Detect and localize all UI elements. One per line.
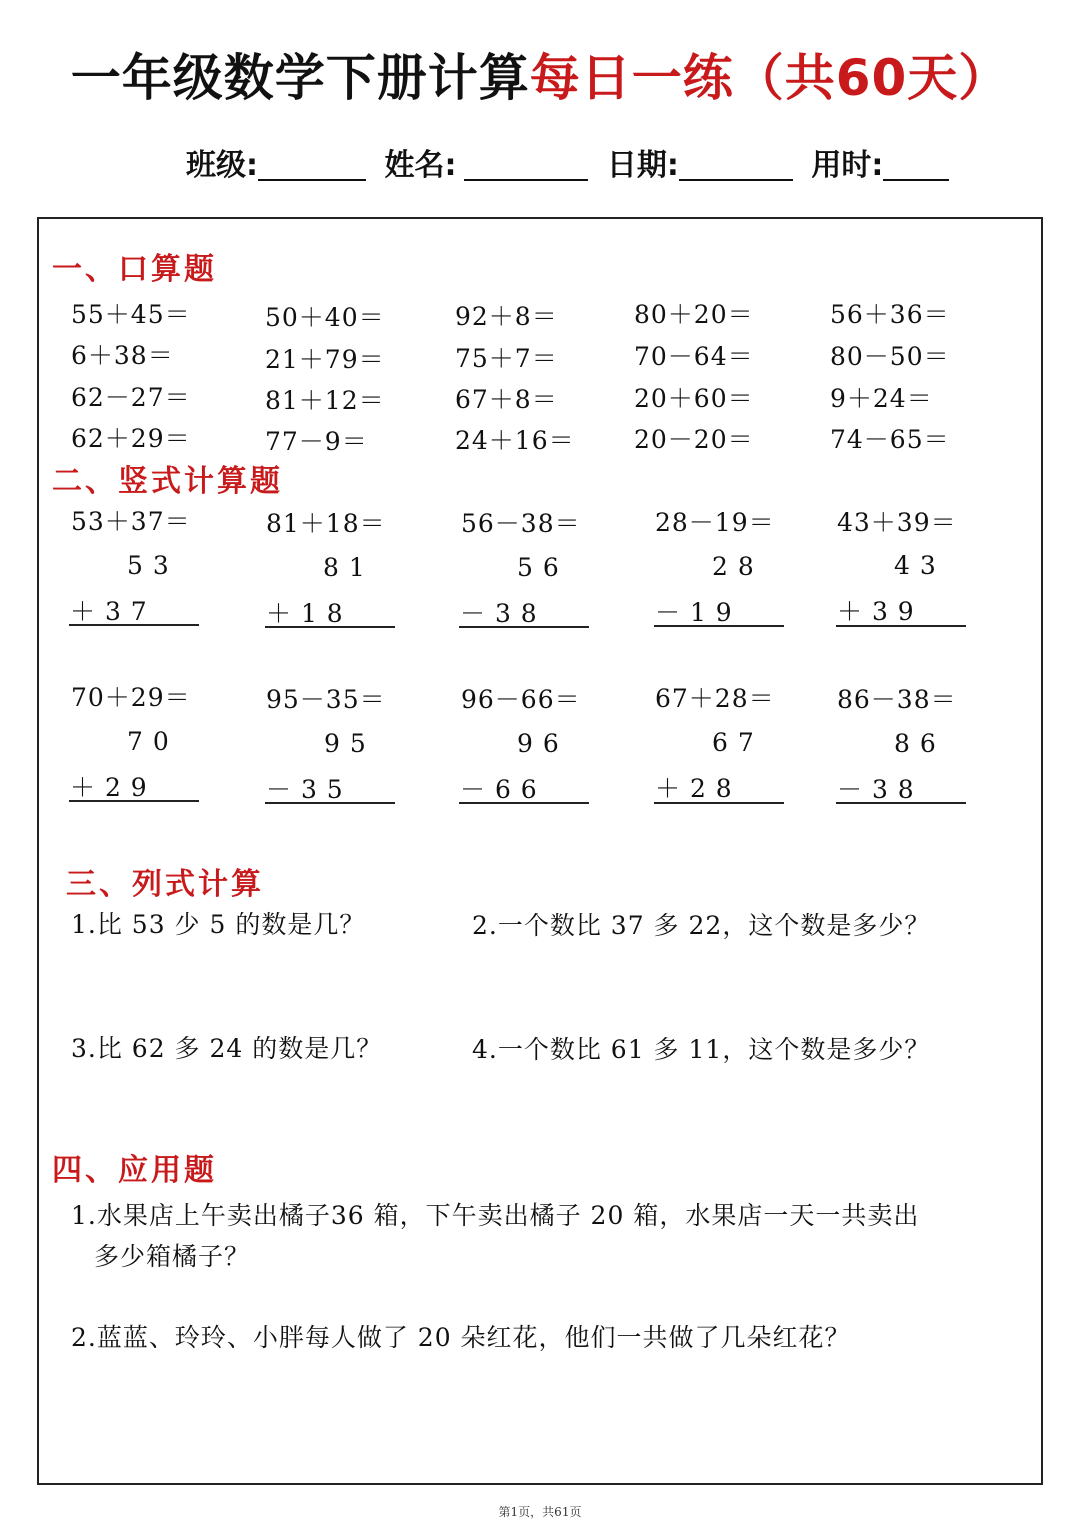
vertical-expr: 53＋37＝ — [71, 507, 191, 536]
vertical-top-number: 7 0 — [127, 727, 170, 756]
class-label: 班级: — [186, 148, 258, 183]
section-vertical-heading: 二、竖式计算题 — [52, 464, 283, 499]
date-blank[interactable] — [679, 147, 793, 181]
vertical-answer-line — [69, 800, 199, 802]
vertical-answer-line — [69, 624, 199, 626]
equation-question-3: 3.比 62 多 24 的数是几？ — [71, 1034, 383, 1063]
vertical-expr: 96－66＝ — [461, 685, 581, 714]
vertical-bottom-number: － 1 9 — [655, 598, 733, 627]
vertical-top-number: 8 1 — [323, 553, 366, 582]
oral-item: 70－64＝ — [634, 342, 754, 371]
vertical-expr: 67＋28＝ — [655, 684, 775, 713]
word-problem-1-line1: 1.水果店上午卖出橘子36 箱，下午卖出橘子 20 箱，水果店一天一共卖出 — [71, 1201, 920, 1230]
time-label: 用时: — [811, 148, 884, 183]
vertical-expr: 95－35＝ — [266, 685, 386, 714]
oral-item: 92＋8＝ — [455, 302, 558, 331]
vertical-bottom-number: － 6 6 — [460, 775, 538, 804]
word-problem-1-line2: 多少箱橘子？ — [94, 1242, 251, 1271]
vertical-expr: 86－38＝ — [837, 685, 957, 714]
oral-item: 20－20＝ — [634, 425, 754, 454]
vertical-top-number: 8 6 — [894, 729, 937, 758]
vertical-expr: 43＋39＝ — [837, 508, 957, 537]
oral-item: 55＋45＝ — [71, 300, 191, 329]
vertical-top-number: 5 3 — [127, 551, 170, 580]
title-main: 一年级数学下册计算 — [70, 49, 530, 107]
oral-item: 62－27＝ — [71, 383, 191, 412]
student-info-line — [186, 140, 957, 184]
vertical-answer-line — [265, 626, 395, 628]
oral-item: 67＋8＝ — [455, 385, 558, 414]
oral-item: 56＋36＝ — [830, 300, 950, 329]
oral-item: 62＋29＝ — [71, 424, 191, 453]
vertical-answer-line — [654, 802, 784, 804]
oral-item: 20＋60＝ — [634, 384, 754, 413]
vertical-top-number: 4 3 — [894, 551, 937, 580]
section-equation-heading: 三、列式计算 — [66, 867, 264, 902]
section-word-problem-heading: 四、应用题 — [52, 1153, 217, 1188]
vertical-answer-line — [836, 802, 966, 804]
equation-question-2: 2.一个数比 37 多 22，这个数是多少？ — [472, 911, 931, 940]
vertical-top-number: 9 6 — [517, 729, 560, 758]
date-label: 日期: — [606, 148, 679, 183]
vertical-expr: 70＋29＝ — [71, 683, 191, 712]
vertical-expr: 81＋18＝ — [266, 509, 386, 538]
vertical-top-number: 5 6 — [517, 553, 560, 582]
oral-item: 50＋40＝ — [265, 303, 385, 332]
oral-item: 77－9＝ — [265, 427, 368, 456]
vertical-bottom-number: ＋ 3 7 — [70, 597, 148, 626]
vertical-top-number: 9 5 — [324, 729, 367, 758]
oral-item: 80－50＝ — [830, 342, 950, 371]
oral-item: 9＋24＝ — [830, 384, 933, 413]
vertical-bottom-number: － 3 8 — [460, 599, 538, 628]
oral-item: 75＋7＝ — [455, 344, 558, 373]
equation-question-1: 1.比 53 少 5 的数是几？ — [71, 910, 366, 939]
title-highlight: 每日一练（共60天） — [529, 49, 1010, 107]
page-footer: 第1页，共61页 — [498, 1505, 582, 1519]
section-oral-heading: 一、口算题 — [52, 252, 217, 287]
page-title — [0, 38, 1080, 110]
oral-item: 81＋12＝ — [265, 386, 385, 415]
vertical-answer-line — [654, 625, 784, 627]
time-blank[interactable] — [883, 147, 949, 181]
vertical-top-number: 6 7 — [712, 728, 755, 757]
word-problem-2: 2.蓝蓝、玲玲、小胖每人做了 20 朵红花，他们一共做了几朵红花？ — [71, 1323, 851, 1352]
vertical-bottom-number: － 3 5 — [266, 775, 344, 804]
oral-item: 24＋16＝ — [455, 426, 575, 455]
vertical-bottom-number: ＋ 2 9 — [70, 773, 148, 802]
vertical-answer-line — [459, 802, 589, 804]
class-blank[interactable] — [258, 147, 366, 181]
name-blank[interactable] — [464, 147, 588, 181]
vertical-bottom-number: － 3 8 — [837, 775, 915, 804]
vertical-expr: 56－38＝ — [461, 509, 581, 538]
oral-item: 6＋38＝ — [71, 341, 174, 370]
vertical-bottom-number: ＋ 1 8 — [266, 599, 344, 628]
vertical-answer-line — [836, 625, 966, 627]
vertical-bottom-number: ＋ 2 8 — [655, 774, 733, 803]
vertical-expr: 28－19＝ — [655, 508, 775, 537]
equation-question-4: 4.一个数比 61 多 11，这个数是多少？ — [472, 1035, 931, 1064]
vertical-answer-line — [459, 626, 589, 628]
vertical-answer-line — [265, 802, 395, 804]
name-label: 姓名: — [384, 148, 457, 183]
vertical-bottom-number: ＋ 3 9 — [837, 597, 915, 626]
oral-item: 21＋79＝ — [265, 345, 385, 374]
vertical-top-number: 2 8 — [712, 552, 755, 581]
oral-item: 80＋20＝ — [634, 300, 754, 329]
oral-item: 74－65＝ — [830, 425, 950, 454]
